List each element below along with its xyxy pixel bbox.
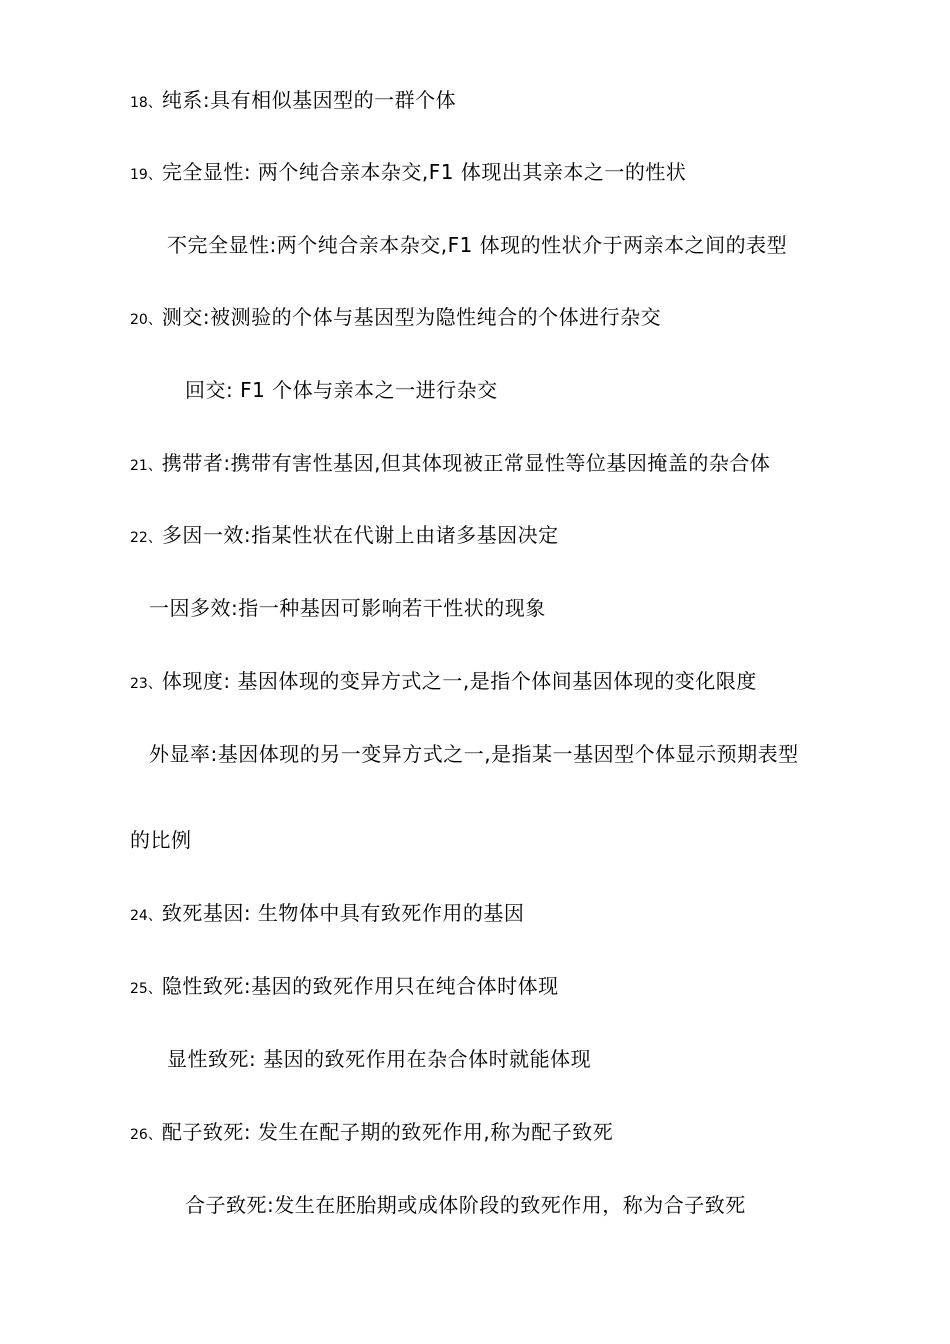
term-23 bbox=[130, 667, 757, 698]
item-text: 体现度: 基因体现的变异方式之一,是指个体间基因体现的变化限度 bbox=[161, 669, 757, 693]
term-19-sub bbox=[167, 231, 787, 259]
item-text: 显性致死: 基因的致死作用在杂合体时就能体现 bbox=[167, 1047, 592, 1071]
item-text: 测交:被测验的个体与基因型为隐性纯合的个体进行杂交 bbox=[161, 305, 662, 329]
term-18 bbox=[130, 86, 456, 117]
item-number: 21、 bbox=[130, 458, 162, 474]
item-text: 完全显性: 两个纯合亲本杂交,F1 体现出其亲本之一的性状 bbox=[161, 160, 687, 184]
item-number: 25、 bbox=[130, 981, 162, 997]
term-25-sub bbox=[167, 1045, 591, 1073]
item-text: 一因多效:指一种基因可影响若干性状的现象 bbox=[149, 596, 546, 620]
item-number: 24、 bbox=[130, 908, 162, 924]
item-text: 外显率:基因体现的另一变异方式之一,是指某一基因型个体显示预期表型 bbox=[149, 742, 799, 766]
item-text: 不完全显性:两个纯合亲本杂交,F1 体现的性状介于两亲本之间的表型 bbox=[167, 233, 788, 257]
item-number: 26、 bbox=[130, 1127, 162, 1143]
item-number: 23、 bbox=[130, 676, 162, 692]
term-20 bbox=[130, 303, 661, 334]
item-text: 回交: F1 个体与亲本之一进行杂交 bbox=[185, 378, 498, 402]
item-number: 20、 bbox=[130, 312, 162, 328]
item-number: 19、 bbox=[130, 167, 162, 183]
item-number: 22、 bbox=[130, 530, 162, 546]
term-23-sub-cont bbox=[130, 826, 192, 854]
term-21 bbox=[130, 449, 770, 480]
item-text: 携带者:携带有害性基因,但其体现被正常显性等位基因掩盖的杂合体 bbox=[161, 451, 771, 475]
item-text: 纯系:具有相似基因型的一群个体 bbox=[161, 88, 457, 112]
item-text: 隐性致死:基因的致死作用只在纯合体时体现 bbox=[161, 974, 559, 998]
term-26 bbox=[130, 1118, 613, 1149]
item-text: 合子致死:发生在胚胎期或成体阶段的致死作用，称为合子致死 bbox=[185, 1193, 746, 1217]
term-26-sub bbox=[185, 1191, 746, 1219]
term-20-sub bbox=[185, 376, 498, 404]
item-text: 多因一效:指某性状在代谢上由诸多基因决定 bbox=[161, 523, 559, 547]
item-text: 致死基因: 生物体中具有致死作用的基因 bbox=[161, 901, 525, 925]
term-23-sub bbox=[149, 740, 799, 768]
item-number: 18、 bbox=[130, 95, 162, 111]
term-24 bbox=[130, 899, 524, 930]
term-25 bbox=[130, 972, 559, 1003]
term-22-sub bbox=[149, 594, 546, 622]
term-19 bbox=[130, 158, 686, 189]
term-22 bbox=[130, 521, 559, 552]
item-text: 配子致死: 发生在配子期的致死作用,称为配子致死 bbox=[161, 1120, 614, 1144]
item-text: 的比例 bbox=[130, 828, 192, 852]
